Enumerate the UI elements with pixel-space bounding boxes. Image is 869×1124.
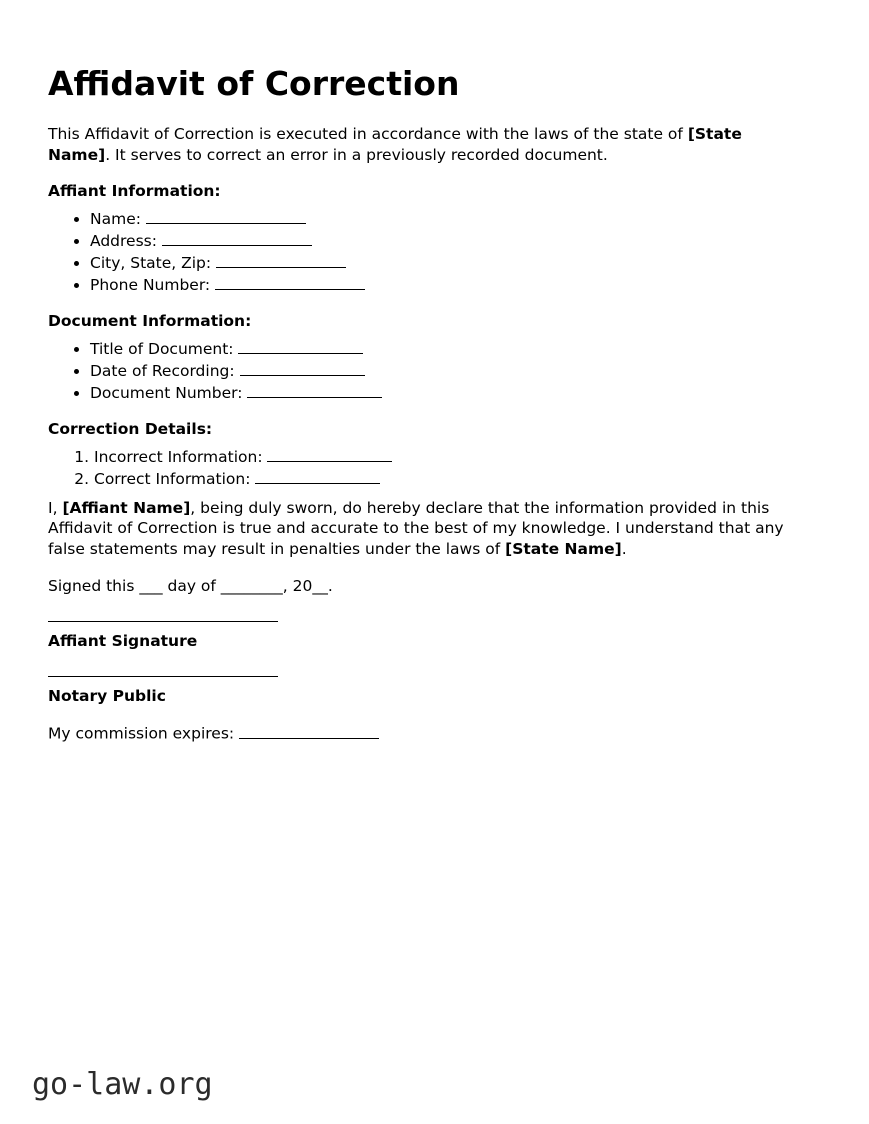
list-item xyxy=(90,208,809,230)
section-heading-affiant-information: Affiant Information: xyxy=(48,181,221,200)
field-label-city-state-zip: City, State, Zip: xyxy=(90,253,212,272)
list-item xyxy=(90,360,809,382)
affiant-information-list xyxy=(48,208,809,296)
declaration-affiant-name-placeholder: [Affiant Name] xyxy=(62,498,191,517)
field-label-date-of-recording: Date of Recording: xyxy=(90,361,235,380)
list-item xyxy=(94,446,809,468)
signed-date-line: Signed this ___ day of ________, 20__. xyxy=(48,577,333,596)
declaration-paragraph xyxy=(48,498,809,560)
intro-suffix: . It serves to correct an error in a previously recorded document. xyxy=(105,145,608,164)
field-blank-address[interactable] xyxy=(162,230,312,246)
document-information-list xyxy=(48,338,809,404)
field-blank-title-of-document[interactable] xyxy=(238,338,363,354)
field-blank-date-of-recording[interactable] xyxy=(240,360,365,376)
field-blank-correct-information[interactable] xyxy=(255,468,380,484)
field-label-document-number: Document Number: xyxy=(90,383,243,402)
field-blank-name[interactable] xyxy=(146,208,306,224)
declaration-state-placeholder: [State Name] xyxy=(505,539,622,558)
field-label-address: Address: xyxy=(90,231,157,250)
notary-public-label: Notary Public xyxy=(48,687,166,706)
list-item xyxy=(90,274,809,296)
intro-state-placeholder: [State Name] xyxy=(48,125,742,164)
page-title: Affidavit of Correction xyxy=(48,64,460,103)
field-label-incorrect-information: Incorrect Information: xyxy=(94,447,263,466)
list-item xyxy=(90,338,809,360)
declaration-part1: I, xyxy=(48,498,63,517)
affiant-signature-line[interactable] xyxy=(48,621,278,622)
field-label-phone-number: Phone Number: xyxy=(90,275,211,294)
affiant-signature-label: Affiant Signature xyxy=(48,632,198,651)
field-blank-city-state-zip[interactable] xyxy=(216,252,346,268)
intro-prefix: This Affidavit of Correction is executed in accordance with the laws of the state of xyxy=(48,125,688,144)
intro-paragraph xyxy=(48,124,809,165)
site-watermark: go-law.org xyxy=(32,1067,213,1102)
declaration-part3: . xyxy=(621,539,627,558)
list-item xyxy=(90,382,809,404)
list-item xyxy=(94,468,809,490)
declaration-part2: , being duly sworn, do hereby declare that the information provided in this Affidavit of Correction is true and accurate to the best of my knowledge. I understand that any false statements may result in penalties under the laws of xyxy=(48,498,784,558)
commission-expires-blank[interactable] xyxy=(239,723,379,739)
field-label-title-of-document: Title of Document: xyxy=(90,339,234,358)
field-label-correct-information: Correct Information: xyxy=(94,469,251,488)
correction-details-list xyxy=(48,446,809,490)
section-heading-document-information: Document Information: xyxy=(48,311,252,330)
field-blank-incorrect-information[interactable] xyxy=(267,446,392,462)
commission-expires-label: My commission expires: xyxy=(48,725,240,744)
field-label-name: Name: xyxy=(90,209,141,228)
section-heading-correction-details: Correction Details: xyxy=(48,419,213,438)
commission-expires-row xyxy=(48,723,809,743)
field-blank-document-number[interactable] xyxy=(247,382,382,398)
notary-signature-line[interactable] xyxy=(48,676,278,677)
list-item xyxy=(90,230,809,252)
list-item xyxy=(90,252,809,274)
field-blank-phone-number[interactable] xyxy=(215,274,365,290)
